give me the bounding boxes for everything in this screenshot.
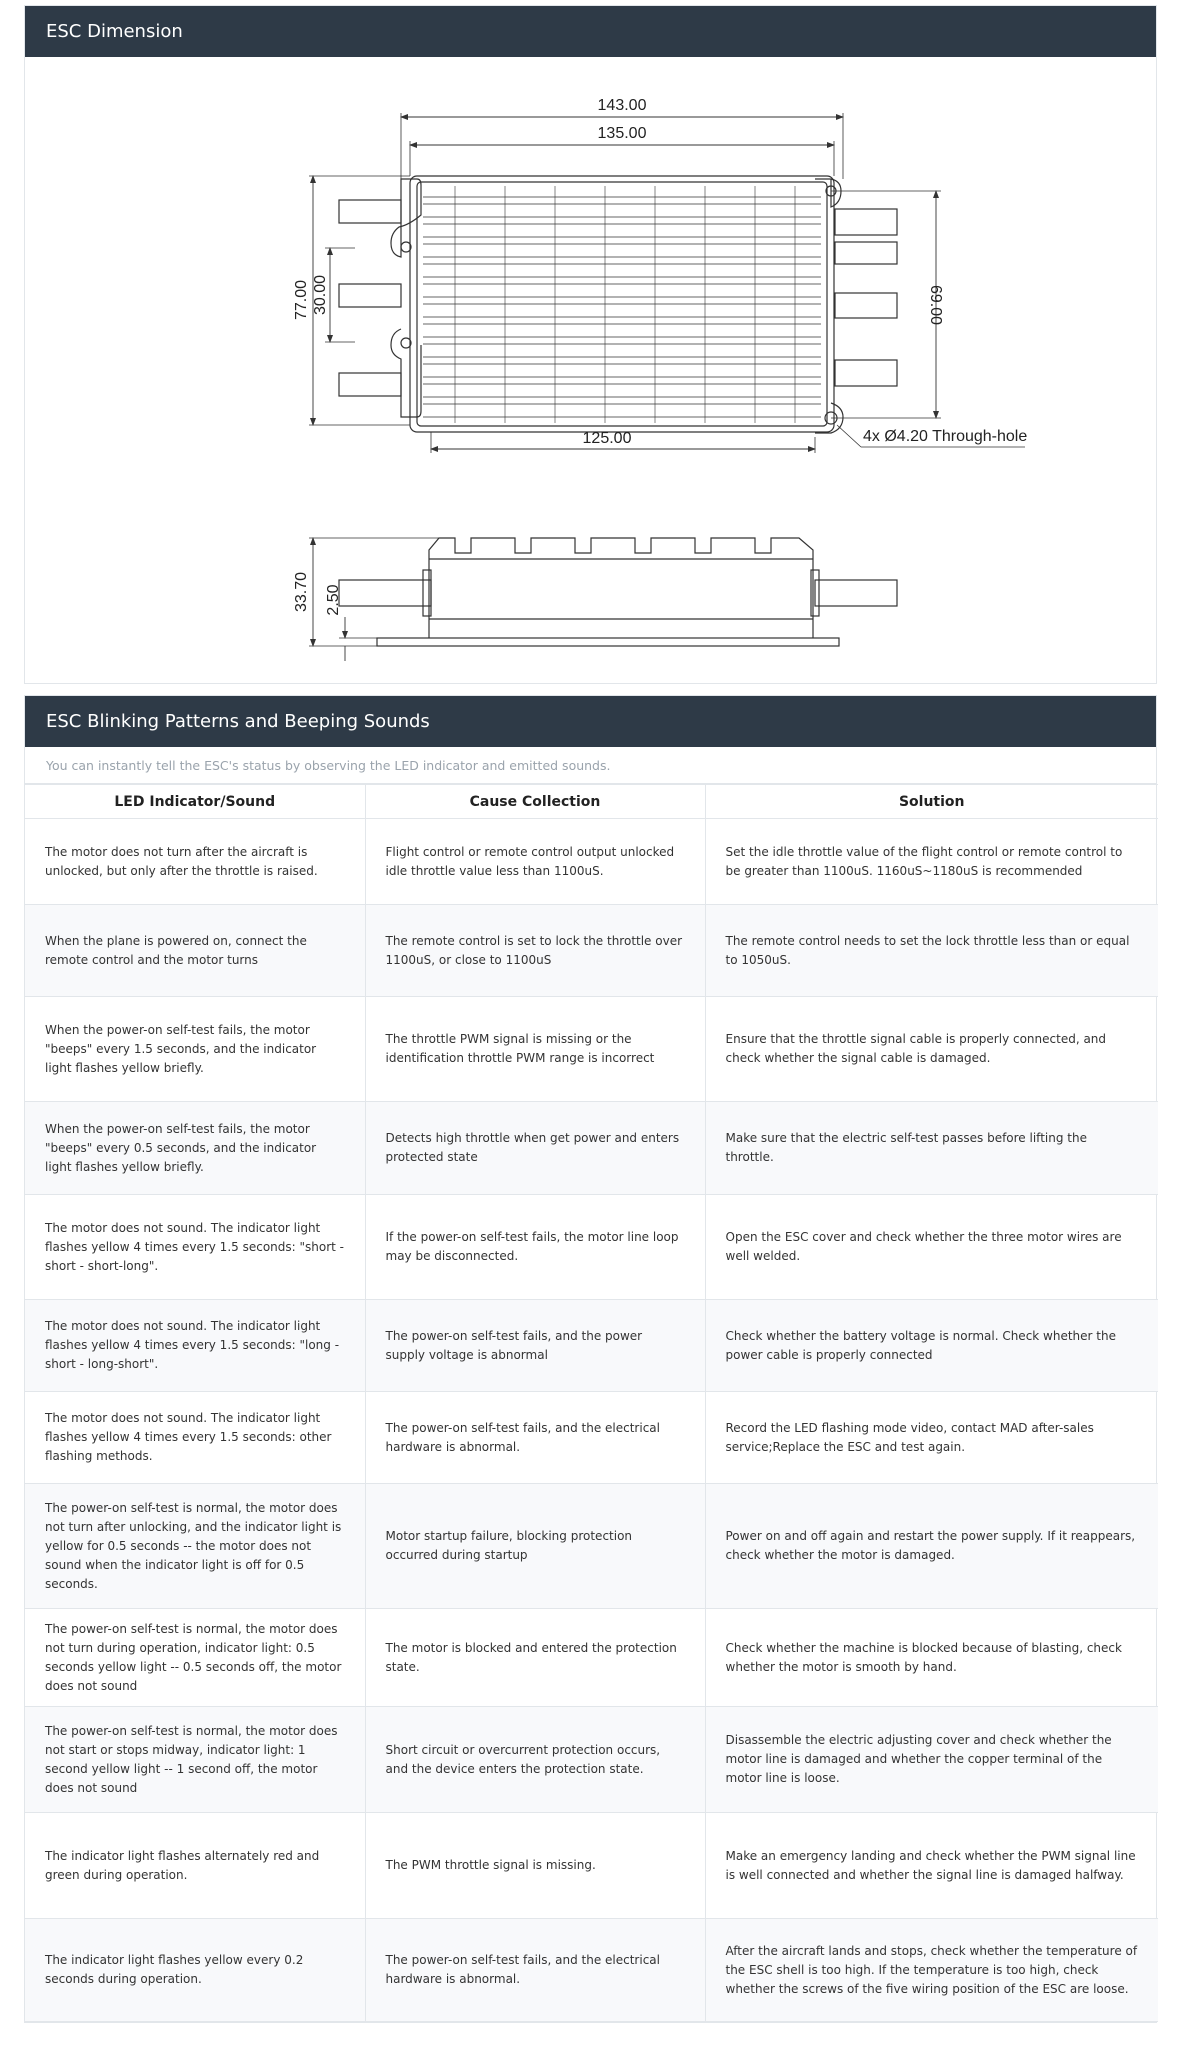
cell-led: The motor does not sound. The indicator light flashes yellow 4 times every 1.5 seconds: "long - short - long-short". [25, 1300, 365, 1392]
cell-cause: The PWM throttle signal is missing. [365, 1813, 705, 1919]
cell-cause: The remote control is set to lock the throttle over 1100uS, or close to 1100uS [365, 905, 705, 997]
wire-left-1 [339, 200, 401, 223]
wire-right-3 [835, 293, 897, 318]
cell-led: The power-on self-test is normal, the motor does not start or stops midway, indicator light: 1 second yellow light -- 1 second off, the motor does not sound [25, 1707, 365, 1813]
dim-label-125: 125.00 [582, 430, 632, 447]
cell-cause: The power-on self-test fails, and the electrical hardware is abnormal. [365, 1392, 705, 1484]
cell-led: When the power-on self-test fails, the motor "beeps" every 0.5 seconds, and the indicator light flashes yellow briefly. [25, 1102, 365, 1195]
dim-label-143: 143.00 [597, 97, 647, 114]
table-row [25, 1919, 1158, 2022]
cell-solution: Check whether the machine is blocked because of blasting, check whether the motor is smooth by hand. [705, 1609, 1158, 1707]
wire-left-3 [339, 373, 401, 396]
table-row [25, 1813, 1158, 1919]
cell-solution: Open the ESC cover and check whether the three motor wires are well welded. [705, 1195, 1158, 1300]
cell-solution: Ensure that the throttle signal cable is properly connected, and check whether the signal cable is damaged. [705, 997, 1158, 1102]
header-cause-collection: Cause Collection [365, 785, 705, 819]
cell-solution: Make an emergency landing and check whether the PWM signal line is well connected and whether the signal line is damaged halfway. [705, 1813, 1158, 1919]
table-row [25, 1392, 1158, 1484]
wire-side-left [339, 580, 431, 606]
cell-led: When the plane is powered on, connect the remote control and the motor turns [25, 905, 365, 997]
wire-right-2 [835, 242, 897, 264]
cell-cause: The power-on self-test fails, and the electrical hardware is abnormal. [365, 1919, 705, 2022]
cell-led: When the power-on self-test fails, the motor "beeps" every 1.5 seconds, and the indicator light flashes yellow briefly. [25, 997, 365, 1102]
cell-cause: The throttle PWM signal is missing or the identification throttle PWM range is incorrect [365, 997, 705, 1102]
cell-solution: Power on and off again and restart the power supply. If it reappears, check whether the motor is damaged. [705, 1484, 1158, 1609]
cell-solution: Check whether the battery voltage is normal. Check whether the power cable is properly connected [705, 1300, 1158, 1392]
esc-base-plate [377, 638, 839, 646]
blinking-patterns-section [24, 695, 1157, 2023]
cell-cause: The motor is blocked and entered the protection state. [365, 1609, 705, 1707]
esc-dimension-section [24, 5, 1157, 684]
cell-solution: Record the LED flashing mode video, contact MAD after-sales service;Replace the ESC and test again. [705, 1392, 1158, 1484]
table-row [25, 1484, 1158, 1609]
cell-led: The power-on self-test is normal, the motor does not turn during operation, indicator light: 0.5 seconds yellow light -- 0.5 seconds off, the motor does not sound [25, 1609, 365, 1707]
header-solution: Solution [705, 785, 1158, 819]
header-led-indicator: LED Indicator/Sound [25, 785, 365, 819]
dim-label-135: 135.00 [597, 125, 647, 142]
table-row [25, 1609, 1158, 1707]
table-row [25, 1102, 1158, 1195]
cell-solution: Make sure that the electric self-test passes before lifting the throttle. [705, 1102, 1158, 1195]
table-header-row [25, 785, 1158, 819]
cell-led: The power-on self-test is normal, the motor does not turn after unlocking, and the indicator light is yellow for 0.5 seconds -- the motor does not sound when the indicator light is off for 0.5 seconds. [25, 1484, 365, 1609]
cell-cause: Flight control or remote control output unlocked idle throttle value less than 1100uS. [365, 819, 705, 905]
cell-led: The motor does not sound. The indicator light flashes yellow 4 times every 1.5 seconds: other flashing methods. [25, 1392, 365, 1484]
esc-dimension-title: ESC Dimension [25, 6, 1156, 57]
esc-body-side-view [429, 538, 813, 638]
cell-cause: Short circuit or overcurrent protection occurs, and the device enters the protection state. [365, 1707, 705, 1813]
cell-solution: Set the idle throttle value of the flight control or remote control to be greater than 1100uS. 1160uS~1180uS is recommended [705, 819, 1158, 905]
wire-left-2 [339, 284, 401, 307]
cell-cause: The power-on self-test fails, and the power supply voltage is abnormal [365, 1300, 705, 1392]
cell-led: The indicator light flashes yellow every 0.2 seconds during operation. [25, 1919, 365, 2022]
table-row [25, 905, 1158, 997]
cell-cause: Detects high throttle when get power and enters protected state [365, 1102, 705, 1195]
table-row [25, 997, 1158, 1102]
esc-dimension-drawing [25, 57, 1158, 684]
cell-solution: The remote control needs to set the lock throttle less than or equal to 1050uS. [705, 905, 1158, 997]
table-row [25, 1707, 1158, 1813]
dim-label-77: 77.00 [293, 279, 310, 321]
cell-solution: After the aircraft lands and stops, check whether the temperature of the ESC shell is too high. If the temperature is too high, check whether the screws of the five wiring position of the ESC are loose. [705, 1919, 1158, 2022]
table-row [25, 819, 1158, 905]
dim-label-30: 30.00 [312, 274, 329, 316]
cell-cause: If the power-on self-test fails, the motor line loop may be disconnected. [365, 1195, 705, 1300]
section-intro: You can instantly tell the ESC's status by observing the LED indicator and emitted sounds. [25, 747, 1156, 784]
wire-right-4 [835, 360, 897, 386]
cell-led: The motor does not turn after the aircraft is unlocked, but only after the throttle is raised. [25, 819, 365, 905]
cell-cause: Motor startup failure, blocking protection occurred during startup [365, 1484, 705, 1609]
blinking-patterns-title: ESC Blinking Patterns and Beeping Sounds [25, 696, 1156, 747]
dim-label-69: 69.00 [927, 284, 944, 326]
wire-side-right [815, 580, 897, 606]
hole-note: 4x Ø4.20 Through-hole [863, 428, 1028, 445]
cell-led: The indicator light flashes alternately red and green during operation. [25, 1813, 365, 1919]
table-row [25, 1300, 1158, 1392]
blinking-patterns-table [25, 784, 1158, 2022]
cell-led: The motor does not sound. The indicator light flashes yellow 4 times every 1.5 seconds: "short - short - short-long". [25, 1195, 365, 1300]
dim-label-2-50: 2.50 [325, 584, 342, 616]
wire-right-1 [835, 209, 897, 235]
cell-solution: Disassemble the electric adjusting cover and check whether the motor line is damaged and whether the copper terminal of the motor line is loose. [705, 1707, 1158, 1813]
dim-label-33-70: 33.70 [293, 571, 310, 613]
table-row [25, 1195, 1158, 1300]
